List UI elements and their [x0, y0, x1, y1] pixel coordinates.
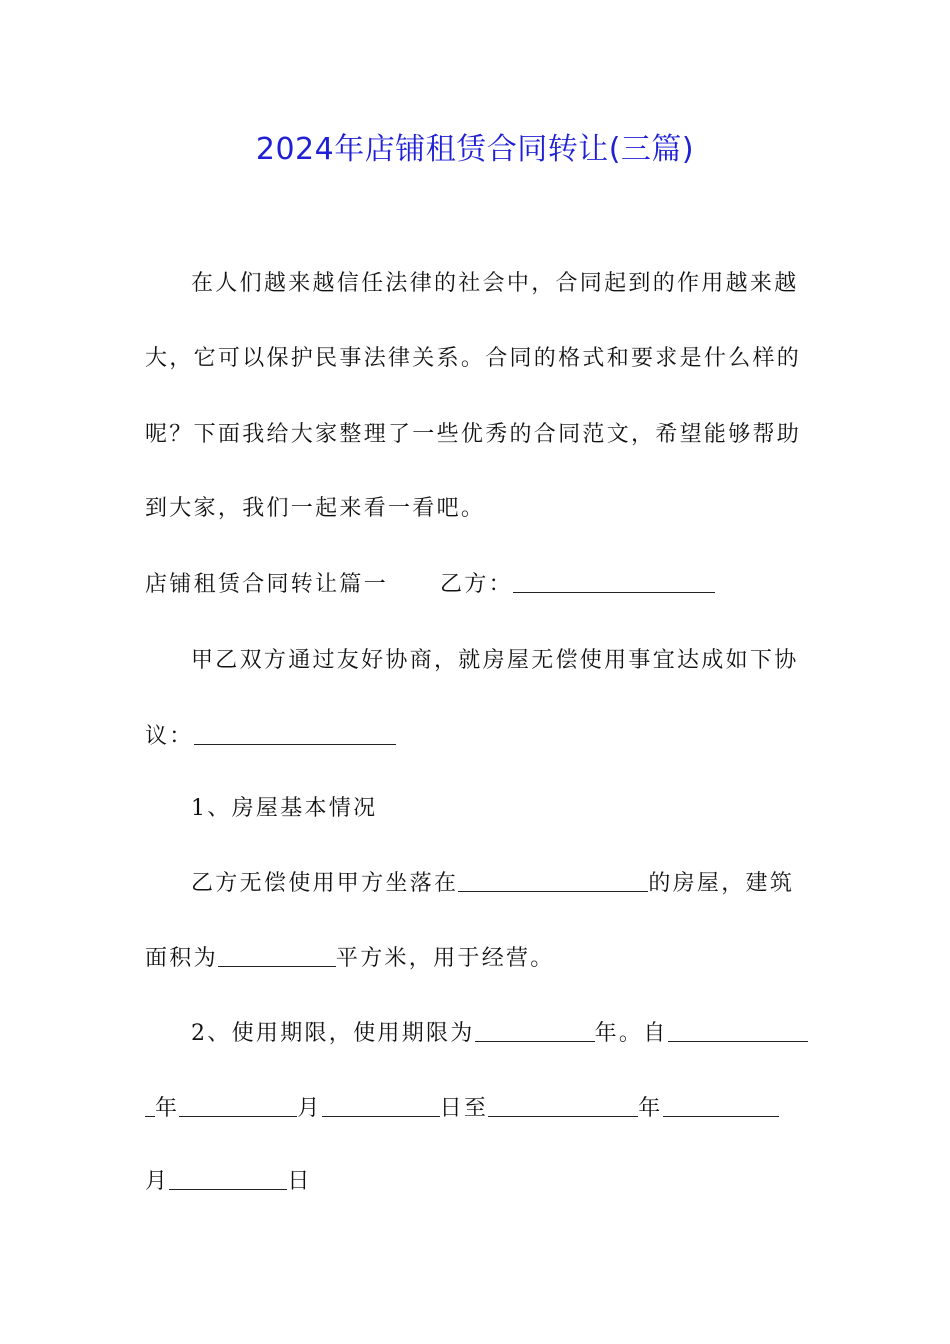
- end-month-blank[interactable]: [663, 1096, 779, 1117]
- party-b-label: 乙方：: [440, 572, 513, 597]
- item1-line-1: [145, 869, 856, 899]
- item1-building-label: 的房屋，建筑: [648, 871, 795, 896]
- section-heading: 店铺租赁合同转让篇一: [145, 572, 389, 597]
- item1-heading: 1、房屋基本情况: [191, 796, 378, 821]
- start-day-to-label: 日至: [439, 1096, 489, 1121]
- area-blank[interactable]: [218, 946, 336, 967]
- item1-line-2: [145, 944, 810, 974]
- agreement-label: 议：: [145, 724, 194, 749]
- intro-line-4: 到大家，我们一起来看一看吧。: [145, 496, 486, 521]
- start-year-label: 年: [155, 1096, 180, 1121]
- start-day-blank[interactable]: [322, 1096, 440, 1117]
- end-year-blank[interactable]: [488, 1096, 638, 1117]
- section-heading-row: [145, 570, 810, 600]
- start-month-label: 月: [297, 1096, 322, 1121]
- start-year-blank-cont[interactable]: [145, 1096, 155, 1117]
- intro-line-3: 呢？下面我给大家整理了一些优秀的合同范文，希望能够帮助: [145, 422, 802, 447]
- agreement-line-1: 甲乙双方通过友好协商，就房屋无偿使用事宜达成如下协: [191, 648, 799, 673]
- item1-area-unit: 平方米，用于经营。: [335, 946, 555, 971]
- end-month-label: 月: [145, 1169, 170, 1194]
- agreement-line-2: [145, 722, 810, 752]
- intro-line-1: 在人们越来越信任法律的社会中，合同起到的作用越来越: [191, 271, 799, 296]
- item2-period-label: 2、使用期限，使用期限为: [191, 1021, 475, 1046]
- start-month-blank[interactable]: [179, 1096, 297, 1117]
- location-blank[interactable]: [458, 871, 648, 892]
- document-title: 2024年店铺租赁合同转让(三篇): [255, 132, 695, 167]
- end-day-blank[interactable]: [169, 1169, 287, 1190]
- party-b-blank[interactable]: [513, 572, 715, 593]
- agreement-blank[interactable]: [194, 724, 396, 745]
- item1-location-label: 乙方无偿使用甲方坐落在: [191, 871, 459, 896]
- item2-line-2: [145, 1094, 810, 1124]
- item2-line-1: [145, 1019, 856, 1049]
- item1-area-label: 面积为: [145, 946, 218, 971]
- intro-line-2: 大，它可以保护民事法律关系。合同的格式和要求是什么样的: [145, 346, 802, 371]
- item2-line-3: [145, 1167, 810, 1197]
- start-year-blank[interactable]: [668, 1021, 808, 1042]
- period-years-blank[interactable]: [475, 1021, 595, 1042]
- end-year-label: 年: [638, 1096, 663, 1121]
- item2-from-label: 年。自: [594, 1021, 668, 1046]
- end-day-label: 日: [287, 1169, 312, 1194]
